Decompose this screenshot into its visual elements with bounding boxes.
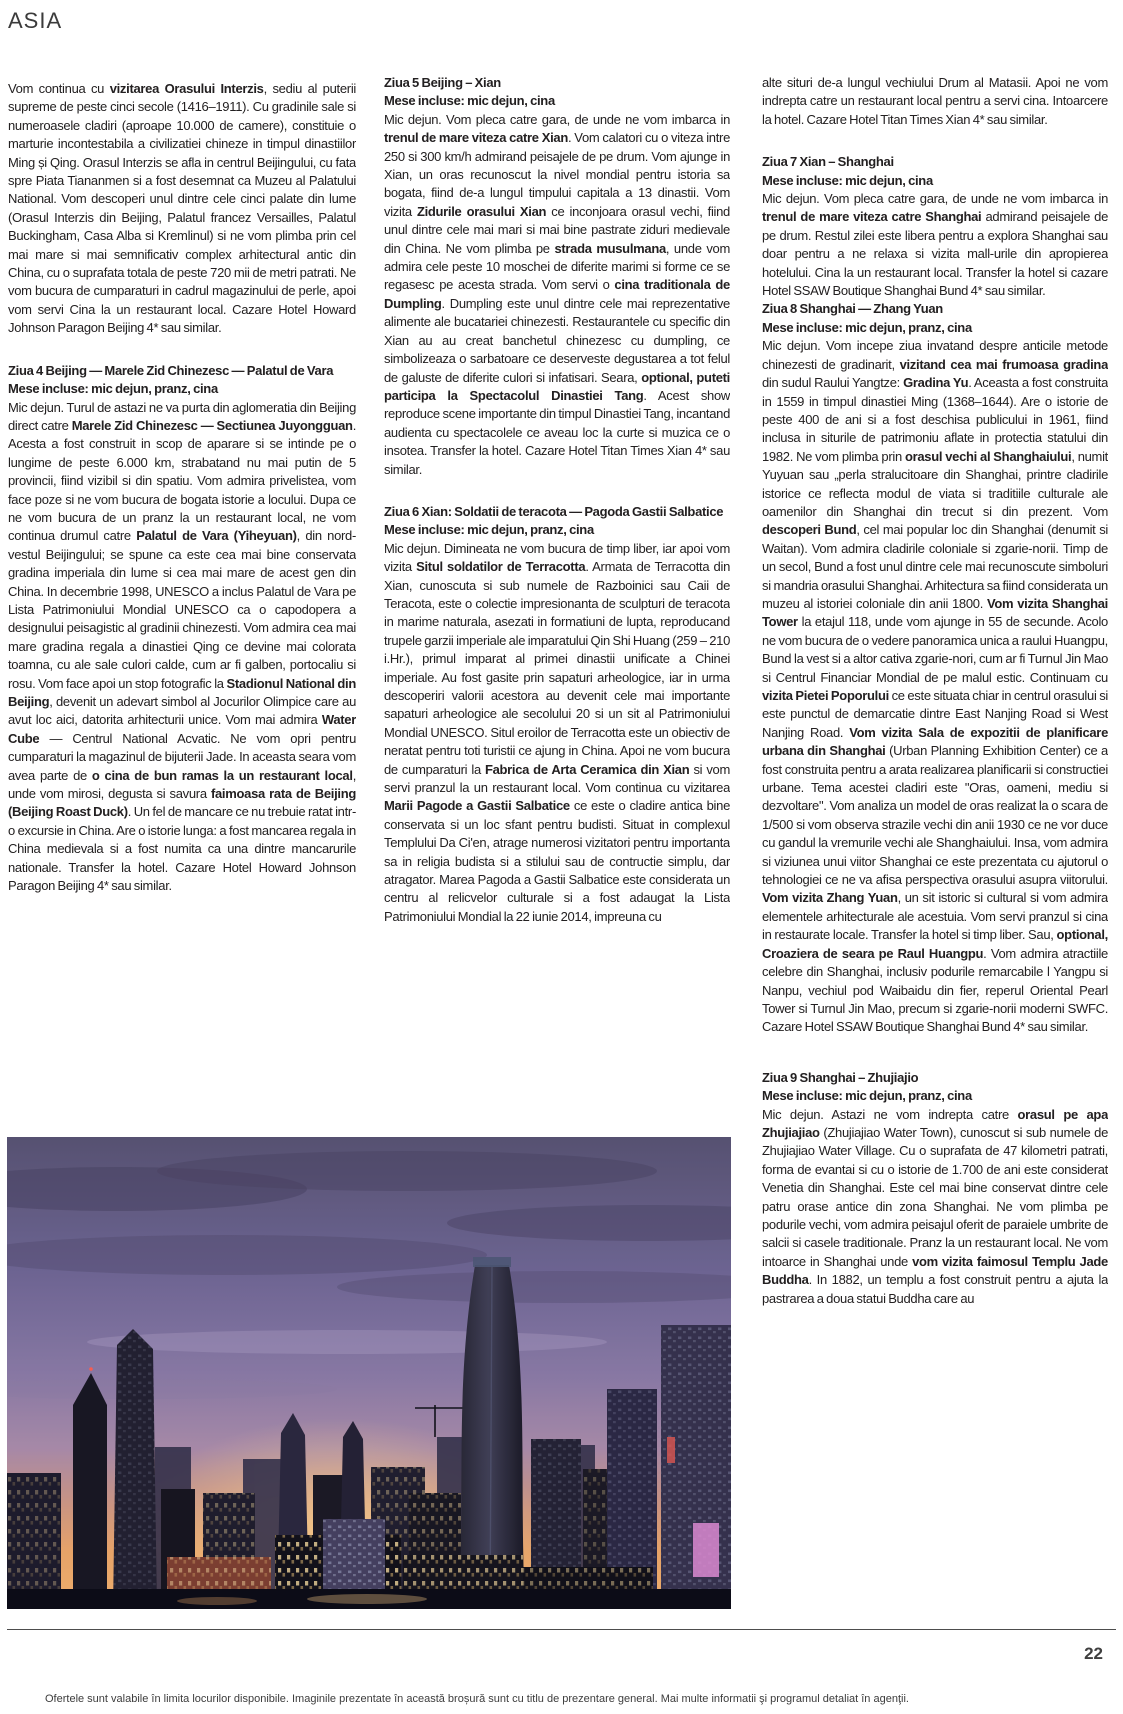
paragraph: Vom continua cu vizitarea Orasului Interzis, sediu al puterii supreme de peste cinci secole (1416–1911). Cu gradinile sale si numeroasele cladiri (aproape 10.000 de camere), constituie o marturie incontestabila a civilizatiei chineze in timpul dinastiilor Ming și Qing. Orasul Interzis se afla in centrul Beijingului, cu fata spre Piata Tiananmen si a fost desemnat ca Muzeu al Palatului National. Vom descoperi unul dintre cele cinci palate din lume (Orasul Interzis din Beijing, Palatul francez Versailles, Palatul Buckingham, Casa Alba si Kremlinul) si ne vom plimba prin cel mai mare si mai semnificativ complex arhitectural antic din China, cu o suprafata totala de peste 720 mii de metri patrati. Ne vom bucura de cumparaturi in cadrul magazinului de perle, apoi vom servi Cina la un restaurant local. Cazare Hotel Howard Johnson Paragon Beijing 4* sau similar. <box>8 81 356 336</box>
paragraph: Mic dejun. Turul de astazi ne va purta din aglomeratia din Beijing direct catre Marele Zid Chinezesc — Sectiunea Juyongguan. Acesta a fost construit in scop de aparare si se intinde pe o lungime de peste 6.000 km, strabatand nu mai putin de 5 provincii, fiind vizibil si din spatiu. Vom admira privelistea, vom face poze si ne vom bucura de bogata istorie a locului. Dupa ce ne vom bucura de un pranz la un restaurant local, ne vom continua drumul catre Palatul de Vara (Yiheyuan), din nord-vestul Beijingului; se spune ca este cea mai bine conservata gradina imperiala din lume si cea mai mare de acest gen din China. In decembrie 1998, UNESCO a inclus Palatul de Vara pe Lista Patrimoniului Mondial UNESCO ca o capodopera a designului peisagistic al gradinii chinezesti. Vom admira cea mai mare gradina regala a dinastiei Qing ce devine mai colorata toamna, cu ale sale culori calde, cum ar fi galben, portocaliu si rosu. Vom face apoi un stop fotografic la Stadionul National din Beijing, devenit un adevart simbol al Jocurilor Olimpice care au avut loc aici, datorita arhitecturii unice. Vom mai admira Water Cube — Centrul National Acvatic. Ne vom opri pentru cumparaturi la magazinul de bijuterii Jade. In aceasta seara vom avea parte de o cina de bun ramas la un restaurant local, unde vom mirosi, degusta si savura faimoasa rata de Beijing (Beijing Roast Duck). Un fel de mancare ce nu trebuie ratat intr-o excursie in China. Are o istorie lunga: a fost mancarea regala in China medievala si a fost numita ca una dintre mancarurile nationale. Transfer la hotel. Cazare Hotel Howard Johnson Paragon Beijing 4* sau similar. <box>8 399 356 894</box>
article-column-2 <box>384 74 730 926</box>
day-heading: Ziua 9 Shanghai – Zhujiajio <box>762 1069 919 1085</box>
meals-line: Mese incluse: mic dejun, pranz, cina <box>762 319 972 335</box>
day-heading: Ziua 5 Beijing – Xian <box>384 75 501 90</box>
paragraph: Mic dejun. Vom incepe ziua invatand despre anticile metode chinezesti de gradinarit, vizitand cea mai frumoasa gradina din sudul Raului Yangtze: Gradina Yu. Aceasta a fost construita in 1559 in timpul dinastiei Ming (1368–1644). Are o istorie de peste 400 de ani si a fost deschisa publicului in 1961, fiind inclusa in siturile de patrimoniu aflate in protectia statului din 1982. Ne vom plimba prin orasul vechi al Shanghaiului, numit Yuyuan sau „perla stralucitoare din Shanghai, printre cladirile istorice ce reflecta modul de viata si traditiile culturale ale oamenilor din Shanghai din trecut si din prezent. Vom descoperi Bund, cel mai popular loc din Shanghai (denumit si Waitan). Vom admira cladirile coloniale si zgarie-norii. Timp de un secol, Bund a fost unul dintre cele mai recunoscute simboluri si mandria orasului Shanghai. Arhitectura sa fiind considerata un muzeu al istoriei coloniale din anii 1800. Vom vizita Shanghai Tower la etajul 118, unde vom ajunge in 55 de secunde. Acolo ne vom bucura de o vedere panoramica unica a raului Huangpu, Bund la vest si a altor cativa zgarie-nori, cum ar fi Turnul Jin Mao si Centrul Financiar Mondial de pe malul estic. Continuam cu vizita Pietei Poporului ce este situata chiar in centrul orasului si este punctul de demarcatie dintre East Nanjing Road si West Nanjing Road. Vom vizita Sala de expozitii de planificare urbana din Shanghai (Urban Planning Exhibition Center) ce a fost construita pentru a arata realizarea planificarii si constructiei urbane. Tema acestei cladiri este "Oras, oameni, mediu si dezvoltare". Vom analiza un model de oras realizat la o scara de 1/500 si vom observa strazile vechi din anii 1930 ce ne vor duce cu gandul la vremurile vechi ale Shanghaiului. Insa, vom admira si viziunea unui viitor Shanghai ce este prezentata cu ajutorul o tehnologiei ce ne va afisa perspectiva orasului asupra viitorului. Vom vizita Zhang Yuan, un sit istoric si cultural si vom admira elementele arhitecturale ale acestuia. Vom servi pranzul si cina in restaurate locale. Transfer la hotel si timp liber. Sau, optional, Croaziera de seara pe Raul Huangpu. Vom admira atractiile celebre din Shanghai, inclusiv podurile remarcabile l Yangpu si Nanpu, vechiul pod Waibaidu din fier, reperul Oriental Pearl Tower si Turnul Jin Mao, precum si zgarie-norii moderni SWFC. Cazare Hotel SSAW Boutique Shanghai Bund 4* sau similar. <box>762 338 1108 1035</box>
paragraph: Mic dejun. Vom pleca catre gara, de unde ne vom imbarca in trenul de mare viteza catre Shanghai admirand peisajele de pe drum. Restul zilei este libera pentru a explora Shanghai sau doar pentru a ne relaxa si vizita mall-urile din apropierea hotelului. Cina la un restaurant local. Transfer la hotel si cazare Hotel SSAW Boutique Shanghai Bund 4* sau similar. <box>762 191 1108 299</box>
meals-line: Mese incluse: mic dejun, cina <box>762 172 933 188</box>
day-heading: Ziua 7 Xian – Shanghai <box>762 154 894 170</box>
city-skyline-photo <box>7 1137 731 1609</box>
day-heading: Ziua 8 Shanghai — Zhang Yuan <box>762 301 943 317</box>
paragraph: alte situri de-a lungul vechiului Drum al Matasii. Apoi ne vom indrepta catre un restaurant local pentru a servi cina. Intoarcere la hotel. Cazare Hotel Titan Times Xian 4* sau similar. <box>762 75 1108 127</box>
meals-line: Mese incluse: mic dejun, pranz, cina <box>762 1088 972 1104</box>
article-column-1 <box>8 80 356 895</box>
meals-line: Mese incluse: mic dejun, pranz, cina <box>8 381 218 397</box>
paragraph: Mic dejun. Dimineata ne vom bucura de timp liber, iar apoi vom vizita Situl soldatilor de Terracotta. Armata de Terracotta din Xian, cunoscuta si sub numele de Razboinici sau Caii de Teracota, este o colectie impresionanta de sculpturi de teracota in marime naturala, asezati in formatiuni de lupta, reproducand trupele garzii imperiale ale imparatului Qin Shi Huang (259 – 210 i.Hr.), primul imparat al primei dinastii unificate a Chinei imperiale. Au fost gasite prin sapaturi arheologice, iar in urma descoperiri valorii acestora au devenit cele mai importante sapaturi arheologice ale secolului 20 si un sit al Patrimoniului Mondial UNESCO. Situl eroilor de Terracotta este un obiectiv de neratat pentru toti turistii ce ajung in China. Apoi ne vom bucura de cumparaturi la Fabrica de Arta Ceramica din Xian si vom servi pranzul la un restaurant local. Vom continua cu vizitarea Marii Pagode a Gastii Salbatice ce este o cladire antica bine conservata si un loc sfant pentru budisti. Situat in complexul Templului Da Ci'en, atrage numerosi vizitatori pentru importanta sa in religia budista si a stilului sau de contructie simplu, dar atragator. Marea Pagoda a Gastii Salbatice este considerata un centru al relicvelor culturale si a fost adaugat la Lista Patrimoniului Mondial la 22 iunie 2014, impreuna cu <box>384 540 730 924</box>
page-title: ASIA <box>8 8 63 33</box>
paragraph: Mic dejun. Vom pleca catre gara, de unde ne vom imbarca in trenul de mare viteza catre Xian. Vom calatori cu o viteza intre 250 si 300 km/h admirand peisajele de pe drum. Vom ajunge in Xian, un oras recunoscut la nivel mondial pentru istoria sa bogata, fiind de-a lungul timpului capitala a 13 dinastii. Vom vizita Zidurile orasului Xian ce inconjoara orasul vechi, fiind unul dintre cele mai mari si mai bine pastrate ziduri medievale din China. Ne vom plimba pe strada musulmana, unde vom admira cele peste 10 moschei de diferite marimi si forme ce se regasesc pe acesta strada. Vom servi o cina traditionala de Dumpling. Dumpling este unul dintre cele mai reprezentative alimente ale bucatariei chinezesti. Restaurantele cu specific din Xian au au creat banchetul chinezesc cu dumpling, ce simbolizeaza o sarbatoare ce deserveste degustarea a tot felul de galuste de diferite culori si infatisari. Seara, optional, puteti participa la Spectacolul Dinastiei Tang. Acest show reproduce scene importante din timpul Dinastiei Tang, incantand audienta cu spectacolele ce aveau loc la curte si muzica ce o insotea. Transfer la hotel. Cazare Hotel Titan Times Xian 4* sau similar. <box>384 111 730 477</box>
footer-divider <box>7 1629 1116 1630</box>
page-number: 22 <box>1084 1644 1103 1663</box>
footer-disclaimer: Ofertele sunt valabile în limita locurilor disponibile. Imaginile prezentate în această broșură sunt cu titlu de prezentare general. Mai multe informatii şi programul detaliat în agenţii. <box>45 1693 909 1705</box>
meals-line: Mese incluse: mic dejun, cina <box>384 93 555 109</box>
beijing-skyline-illustration <box>7 1137 731 1609</box>
meals-line: Mese incluse: mic dejun, pranz, cina <box>384 522 594 538</box>
article-column-3 <box>762 74 1108 1308</box>
day-heading: Ziua 6 Xian: Soldatii de teracota — Pagoda Gastii Salbatice <box>384 503 724 519</box>
day-heading: Ziua 4 Beijing — Marele Zid Chinezesc — Palatul de Vara <box>8 362 334 378</box>
paragraph: Mic dejun. Astazi ne vom indrepta catre orasul pe apa Zhujiajiao (Zhujiajiao Water Town), cunoscut si sub numele de Zhujiajiao Water Village. Cu o suprafata de 47 kilometri patrati, forma de evantai si cu o istorie de 1.700 de ani este considerat Venetia din Shanghai. Este cel mai bine conservat dintre cele patru orase antice din zona Shanghai. Ne vom plimba pe podurile vechi, vom admira peisajul oferit de paraiele umbrite de salcii si casele traditionale. Pranz la un restaurant local. Ne vom intoarce in Shanghai unde vom vizita faimosul Templu Jade Buddha. In 1882, un templu a fost construit pentru a ajuta la pastrarea a doua statui Buddha care au <box>762 1106 1108 1306</box>
